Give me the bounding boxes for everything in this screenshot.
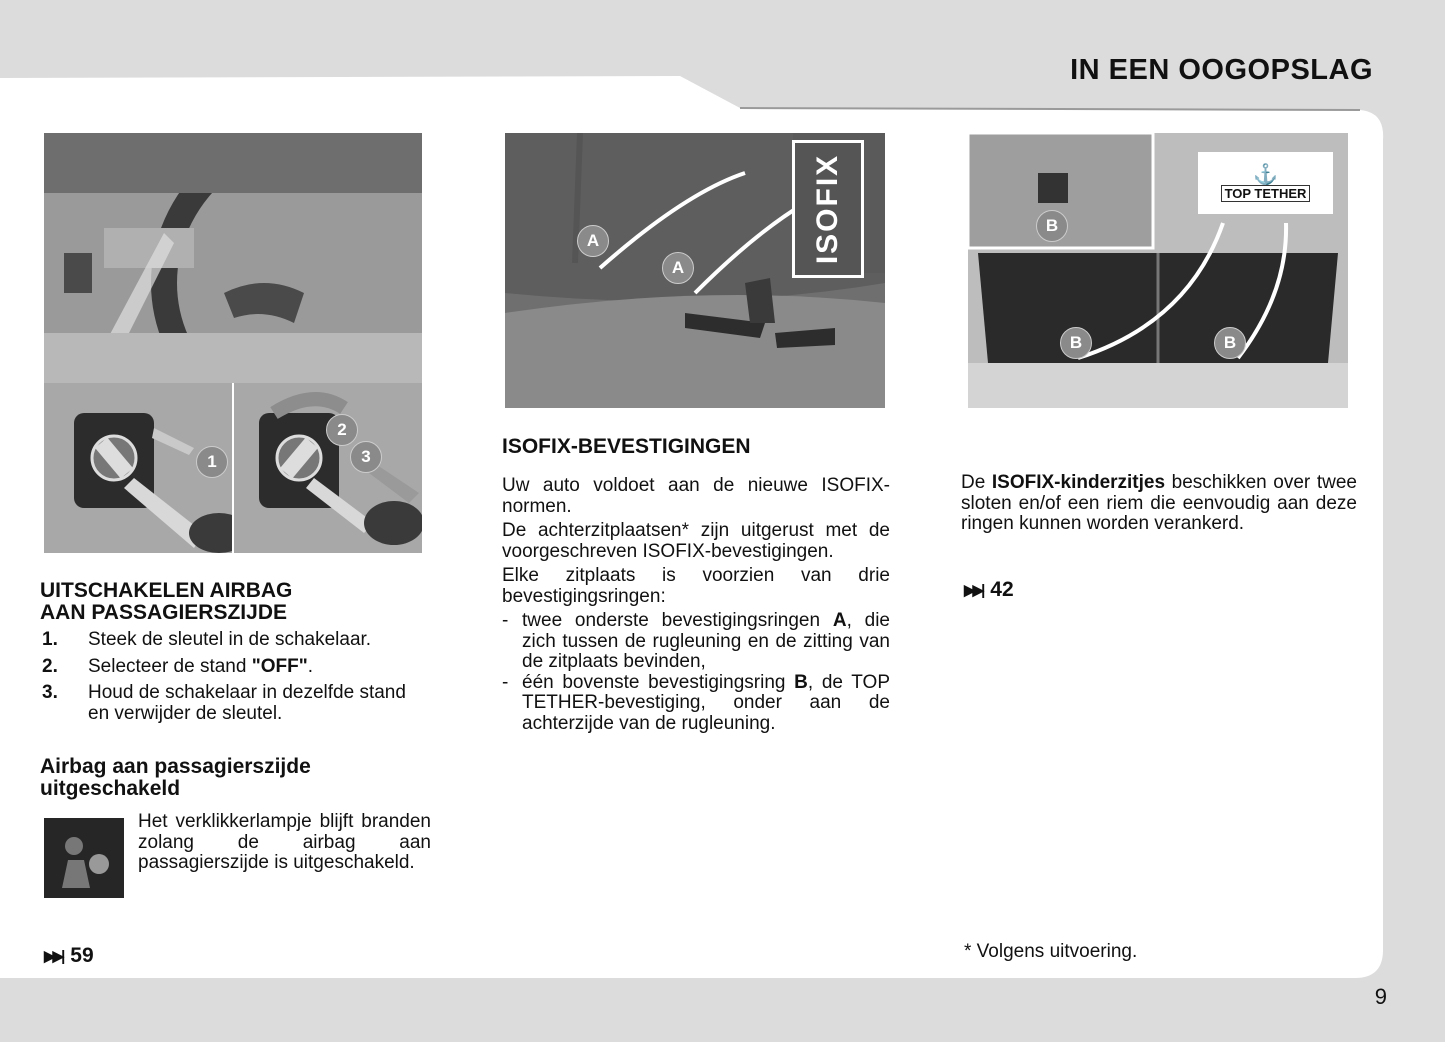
page-ref-59[interactable]: ▶▶| 59 <box>44 944 94 967</box>
airbag-switch-photo-2 <box>234 383 422 553</box>
skip-forward-icon: ▶▶| <box>964 582 983 599</box>
airbag-off-icon <box>44 818 124 898</box>
list-item: 3. Houd de schakelaar in dezelfde stand en verwijder de sleutel. <box>42 682 406 724</box>
top-tether-sign: ⚓ TOP TETHER <box>1198 152 1333 214</box>
page-header-title: IN EEN OOGOPSLAG <box>1070 54 1373 86</box>
ring-label-b-1: B <box>1036 210 1068 242</box>
airbag-steps-list <box>42 630 432 730</box>
child-seat-icon: ⚓ <box>1253 163 1278 186</box>
list-item: - één bovenste bevestigingsring B, de TOP TETHER-bevestiging, onder aan de achterzijde van de rugleuning. <box>502 671 890 734</box>
subsection-title-airbag-off: Airbag aan passagierszijde uitgeschakeld <box>40 755 311 800</box>
dashboard-photo <box>44 133 422 383</box>
list-item: 1. Steek de sleutel in de schakelaar. <box>42 629 372 650</box>
isofix-logo: ISOFIX <box>792 140 864 278</box>
callout-3: 3 <box>350 441 382 473</box>
isofix-paragraph-1: Uw auto voldoet aan de nieuwe ISOFIX-normen. <box>502 475 890 517</box>
callout-2: 2 <box>326 414 358 446</box>
isofix-paragraph-2: De achterzitplaatsen* zijn uitgerust met de voorgeschreven ISOFIX-bevestigingen. <box>502 520 890 562</box>
page-ref-42[interactable]: ▶▶| 42 <box>964 578 1014 601</box>
list-item: 2. Selecteer de stand "OFF". <box>42 655 314 677</box>
airbag-warning-lamp <box>44 818 124 898</box>
section-title-isofix: ISOFIX-BEVESTIGINGEN <box>502 435 751 458</box>
isofix-paragraph-3: Elke zitplaats is voorzien van drie bevestigingsringen: <box>502 565 890 607</box>
page-number: 9 <box>1374 984 1387 1009</box>
section-title-airbag: UITSCHAKELEN AIRBAG AAN PASSAGIERSZIJDE <box>40 579 293 624</box>
ring-label-b-3: B <box>1214 327 1246 359</box>
airbag-warning-text: Het verklikkerlampje blijft branden zolang de airbag aan passagierszijde is uitgeschakeld. <box>138 811 431 873</box>
isofix-body <box>502 476 890 734</box>
list-item: - twee onderste bevestigingsringen A, die zich tussen de rugleuning en de zitting van de zitplaats bevinden, <box>502 610 890 672</box>
ring-label-a-2: A <box>662 252 694 284</box>
isofix-seats-text: De ISOFIX-kinderzitjes beschikken over twee sloten en/of een riem die eenvoudig aan deze ringen kunnen worden verankerd. <box>961 472 1357 534</box>
footnote: * Volgens uitvoering. <box>964 941 1138 962</box>
skip-forward-icon: ▶▶| <box>44 948 63 965</box>
callout-1: 1 <box>196 446 228 478</box>
ring-label-b-2: B <box>1060 327 1092 359</box>
ring-label-a-1: A <box>577 225 609 257</box>
